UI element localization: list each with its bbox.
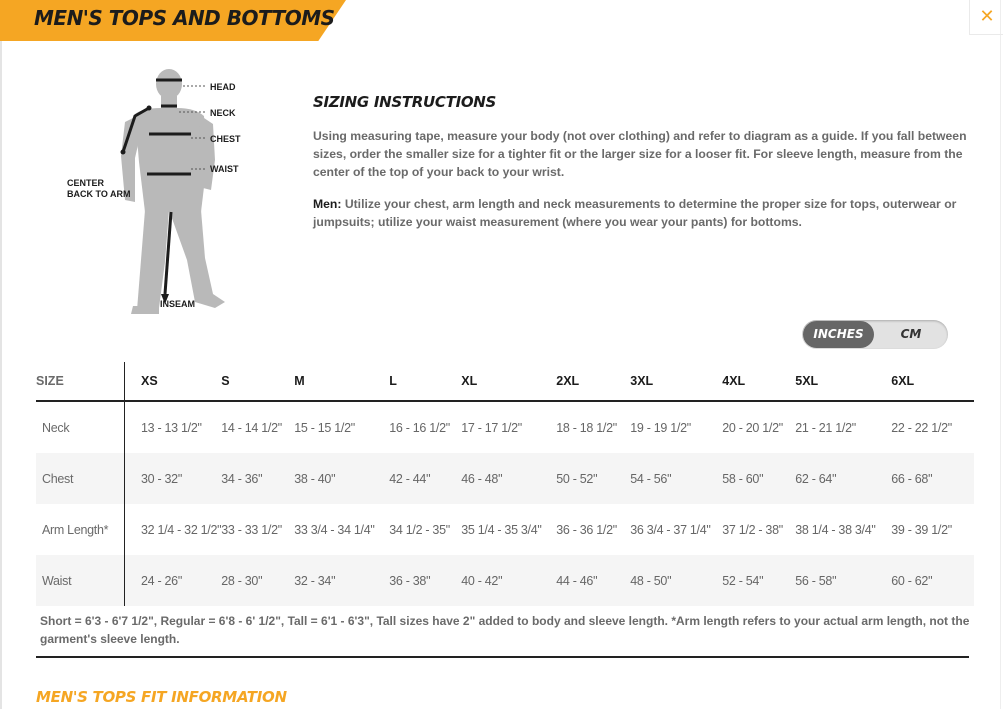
table-cell: 24 - 26" — [125, 555, 222, 606]
instructions-paragraph: Using measuring tape, measure your body (not over clothing) and refer to diagram as a guide. If you fall between sizes, order the smaller size for a tighter fit or the larger size for a looser fit. For sleeve length, measure from the center of the top of your back to your wrist. — [313, 129, 967, 179]
table-cell: 16 - 16 1/2" — [389, 420, 450, 435]
fit-information-title: MEN'S TOPS FIT INFORMATION — [36, 688, 287, 706]
left-border — [0, 0, 2, 709]
table-cell: 66 - 68" — [891, 453, 974, 504]
table-cell: 34 - 36" — [221, 453, 294, 504]
size-column-header: M — [294, 362, 389, 401]
table-cell: 17 - 17 1/2" — [461, 420, 522, 435]
table-cell: 30 - 32" — [125, 453, 222, 504]
table-cell: 39 - 39 1/2" — [891, 522, 952, 537]
size-footnote: Short = 6'3 - 6'7 1/2", Regular = 6'8 - 6' 1/2", Tall = 6'1 - 6'3", Tall sizes have 2" added to body and sleeve length. *Arm length refers to your actual arm length, not the garment's sleeve length. — [40, 614, 970, 646]
size-column-header: 5XL — [795, 362, 891, 401]
row-label: Chest — [36, 453, 125, 504]
table-cell: 60 - 62" — [891, 555, 974, 606]
size-column-header: L — [389, 362, 461, 401]
table-cell: 44 - 46" — [556, 555, 630, 606]
table-cell: 54 - 56" — [630, 453, 722, 504]
inseam-label: INSEAM — [160, 299, 196, 309]
table-row — [36, 401, 974, 453]
measurement-diagram — [55, 62, 255, 318]
table-cell: 15 - 15 1/2" — [294, 420, 355, 435]
row-label: Waist — [36, 555, 125, 606]
table-cell: 36 - 38" — [389, 555, 461, 606]
center-back-label-line2: BACK TO ARM — [67, 189, 131, 199]
table-cell: 32 - 34" — [294, 555, 389, 606]
right-border — [1000, 0, 1001, 709]
head-label: HEAD — [210, 82, 236, 92]
size-chart-table — [36, 362, 974, 606]
table-cell: 33 - 33 1/2" — [221, 522, 282, 537]
table-cell: 50 - 52" — [556, 453, 630, 504]
close-icon: ✕ — [979, 6, 995, 27]
center-back-label-line1: CENTER — [67, 178, 105, 188]
table-cell: 38 1/4 - 38 3/4" — [795, 522, 876, 537]
table-cell: 13 - 13 1/2" — [141, 420, 202, 435]
size-column-header: 6XL — [891, 362, 974, 401]
size-column-header: 4XL — [722, 362, 795, 401]
table-cell: 42 - 44" — [389, 453, 461, 504]
table-cell: 18 - 18 1/2" — [556, 420, 617, 435]
size-header: SIZE — [36, 362, 125, 401]
table-cell: 35 1/4 - 35 3/4" — [461, 522, 542, 537]
men-instructions-text: Utilize your chest, arm length and neck measurements to determine the proper size for tops, outerwear or jumpsuits; utilize your waist measurement (where you wear your pants) for bottoms. — [313, 197, 957, 229]
sizing-instructions — [313, 93, 973, 245]
table-cell: 56 - 58" — [795, 555, 891, 606]
inches-toggle-button[interactable]: INCHES — [803, 321, 874, 348]
size-column-header: S — [221, 362, 294, 401]
table-cell: 48 - 50" — [630, 555, 722, 606]
row-label: Arm Length* — [36, 504, 125, 555]
waist-label: WAIST — [210, 164, 239, 174]
table-header-row — [36, 362, 974, 401]
table-cell: 28 - 30" — [221, 555, 294, 606]
size-column-header: 3XL — [630, 362, 722, 401]
page-title: MEN'S TOPS AND BOTTOMS — [34, 6, 335, 30]
table-cell: 36 - 36 1/2" — [556, 522, 617, 537]
size-column-header: 2XL — [556, 362, 630, 401]
cm-toggle-button[interactable]: CM — [900, 327, 922, 341]
table-cell: 46 - 48" — [461, 453, 556, 504]
neck-label: NECK — [210, 108, 236, 118]
table-cell: 32 1/4 - 32 1/2" — [141, 522, 222, 537]
chest-label: CHEST — [210, 134, 241, 144]
size-column-header: XL — [461, 362, 556, 401]
men-instructions — [313, 195, 973, 231]
row-label: Neck — [36, 401, 125, 453]
table-cell: 20 - 20 1/2" — [722, 420, 783, 435]
table-cell: 36 3/4 - 37 1/4" — [630, 522, 711, 537]
table-cell: 21 - 21 1/2" — [795, 420, 856, 435]
table-row — [36, 504, 974, 555]
men-label: Men: — [313, 197, 342, 211]
table-cell: 52 - 54" — [722, 555, 795, 606]
table-cell: 37 1/2 - 38" — [722, 522, 783, 537]
instructions-title: SIZING INSTRUCTIONS — [313, 93, 497, 111]
table-row — [36, 555, 974, 606]
table-cell: 62 - 64" — [795, 453, 891, 504]
table-row — [36, 453, 974, 504]
table-cell: 34 1/2 - 35" — [389, 522, 450, 537]
table-cell: 22 - 22 1/2" — [891, 420, 952, 435]
table-cell: 40 - 42" — [461, 555, 556, 606]
table-cell: 33 3/4 - 34 1/4" — [294, 522, 375, 537]
size-column-header: XS — [125, 362, 222, 401]
close-button[interactable] — [969, 0, 1003, 35]
table-cell: 14 - 14 1/2" — [221, 420, 282, 435]
table-cell: 19 - 19 1/2" — [630, 420, 691, 435]
unit-toggle[interactable] — [802, 320, 948, 349]
table-cell: 58 - 60" — [722, 453, 795, 504]
divider — [36, 656, 969, 658]
table-cell: 38 - 40" — [294, 453, 389, 504]
